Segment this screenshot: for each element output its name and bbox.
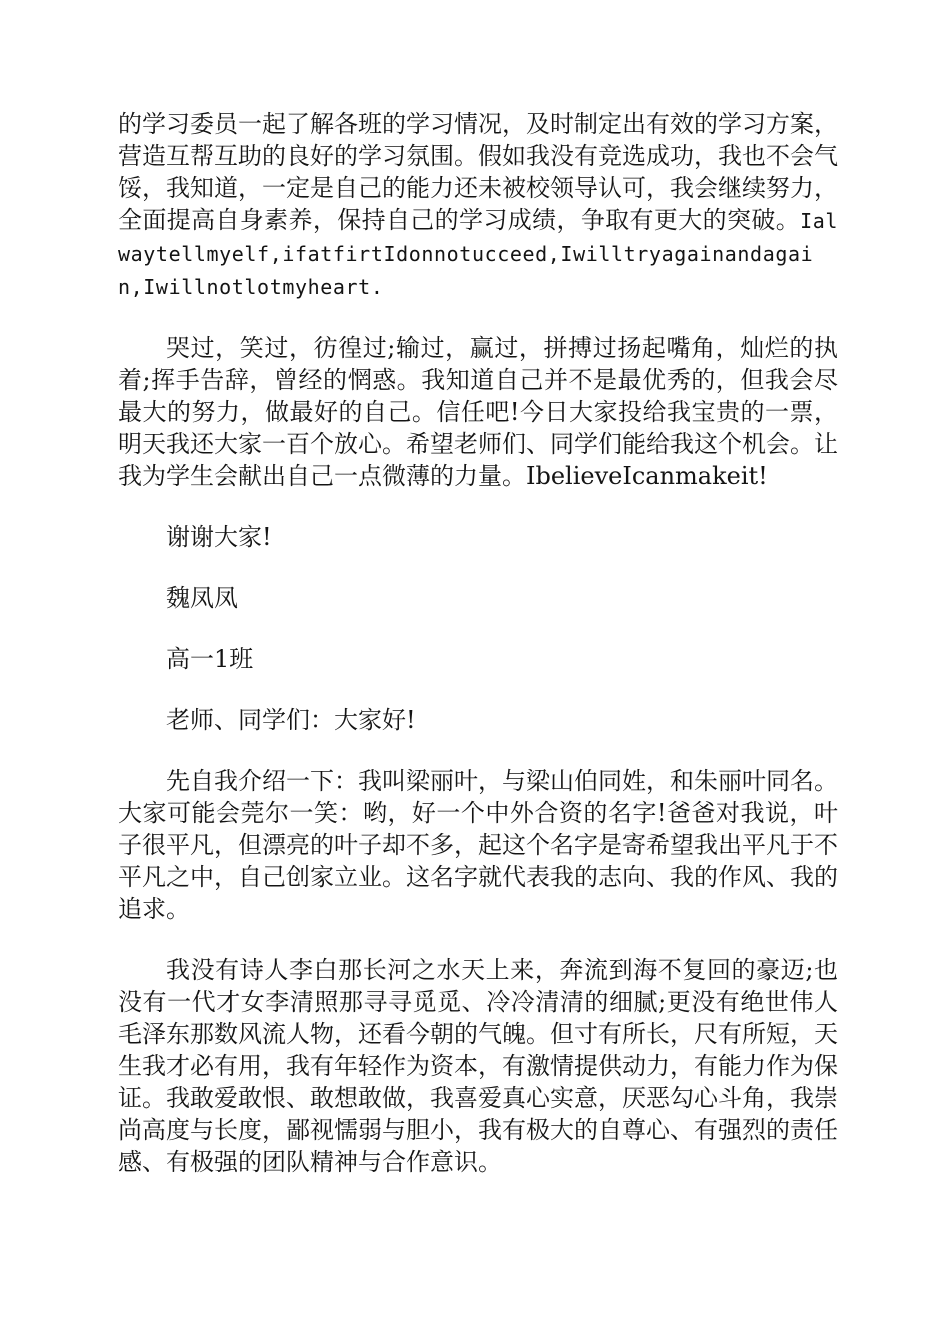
paragraph-text: 的学习委员一起了解各班的学习情况，及时制定出有效的学习方案，营造互帮互助的良好的学习氛围。假如我没有竞选成功，我也不会气馁，我知道，一定是自己的能力还未被校领导认可，我会继续努力，全面提高自身素养，保持自己的学习成绩，争取有更大的突破。 <box>118 110 838 234</box>
paragraph-self-description: 我没有诗人李白那长河之水天上来，奔流到海不复回的豪迈;也没有一代才女李清照那寻寻觅觅、冷冷清清的细腻;更没有绝世伟人毛泽东那数风流人物，还看今朝的气魄。但寸有所长，尺有所短，天生我才必有用，我有年轻作为资本，有激情提供动力，有能力作为保证。我敢爱敢恨、敢想敢做，我喜爱真心实意，厌恶勾心斗角，我崇尚高度与长度，鄙视懦弱与胆小，我有极大的自尊心、有强烈的责任感、有极强的团队精神与合作意识。 <box>118 956 838 1176</box>
paragraph-continuation <box>118 108 838 303</box>
document-page <box>118 108 838 1207</box>
closing-thanks: 谢谢大家! <box>166 523 272 551</box>
paragraph-resolve: 哭过，笑过，彷徨过;输过，赢过，拼搏过扬起嘴角，灿烂的执着;挥手告辞，曾经的惘惑。我知道自己并不是最优秀的，但我会尽最大的努力，做最好的自己。信任吧!今日大家投给我宝贵的一票，明天我还大家一百个放心。希望老师们、同学们能给我这个机会。让我为学生会献出自己一点微薄的力量。IbelieveIcanmakeit! <box>118 334 838 490</box>
paragraph-introduction: 先自我介绍一下：我叫梁丽叶，与梁山伯同姓，和朱丽叶同名。大家可能会莞尔一笑：哟，好一个中外合资的名字!爸爸对我说，叶子很平凡，但漂亮的叶子却不多，起这个名字是寄希望我出平凡于不平凡之中，自己创家立业。这名字就代表我的志向、我的作风、我的追求。 <box>118 767 838 923</box>
signature-name: 魏凤凤 <box>166 584 238 612</box>
english-motto: Ialwaytellmyelf,ifatfirtIdonnotucceed,Iwilltryagainandagain,Iwillnotlotmyheart. <box>118 209 838 299</box>
greeting: 老师、同学们：大家好! <box>166 706 416 734</box>
signature-class: 高一1班 <box>166 645 254 673</box>
